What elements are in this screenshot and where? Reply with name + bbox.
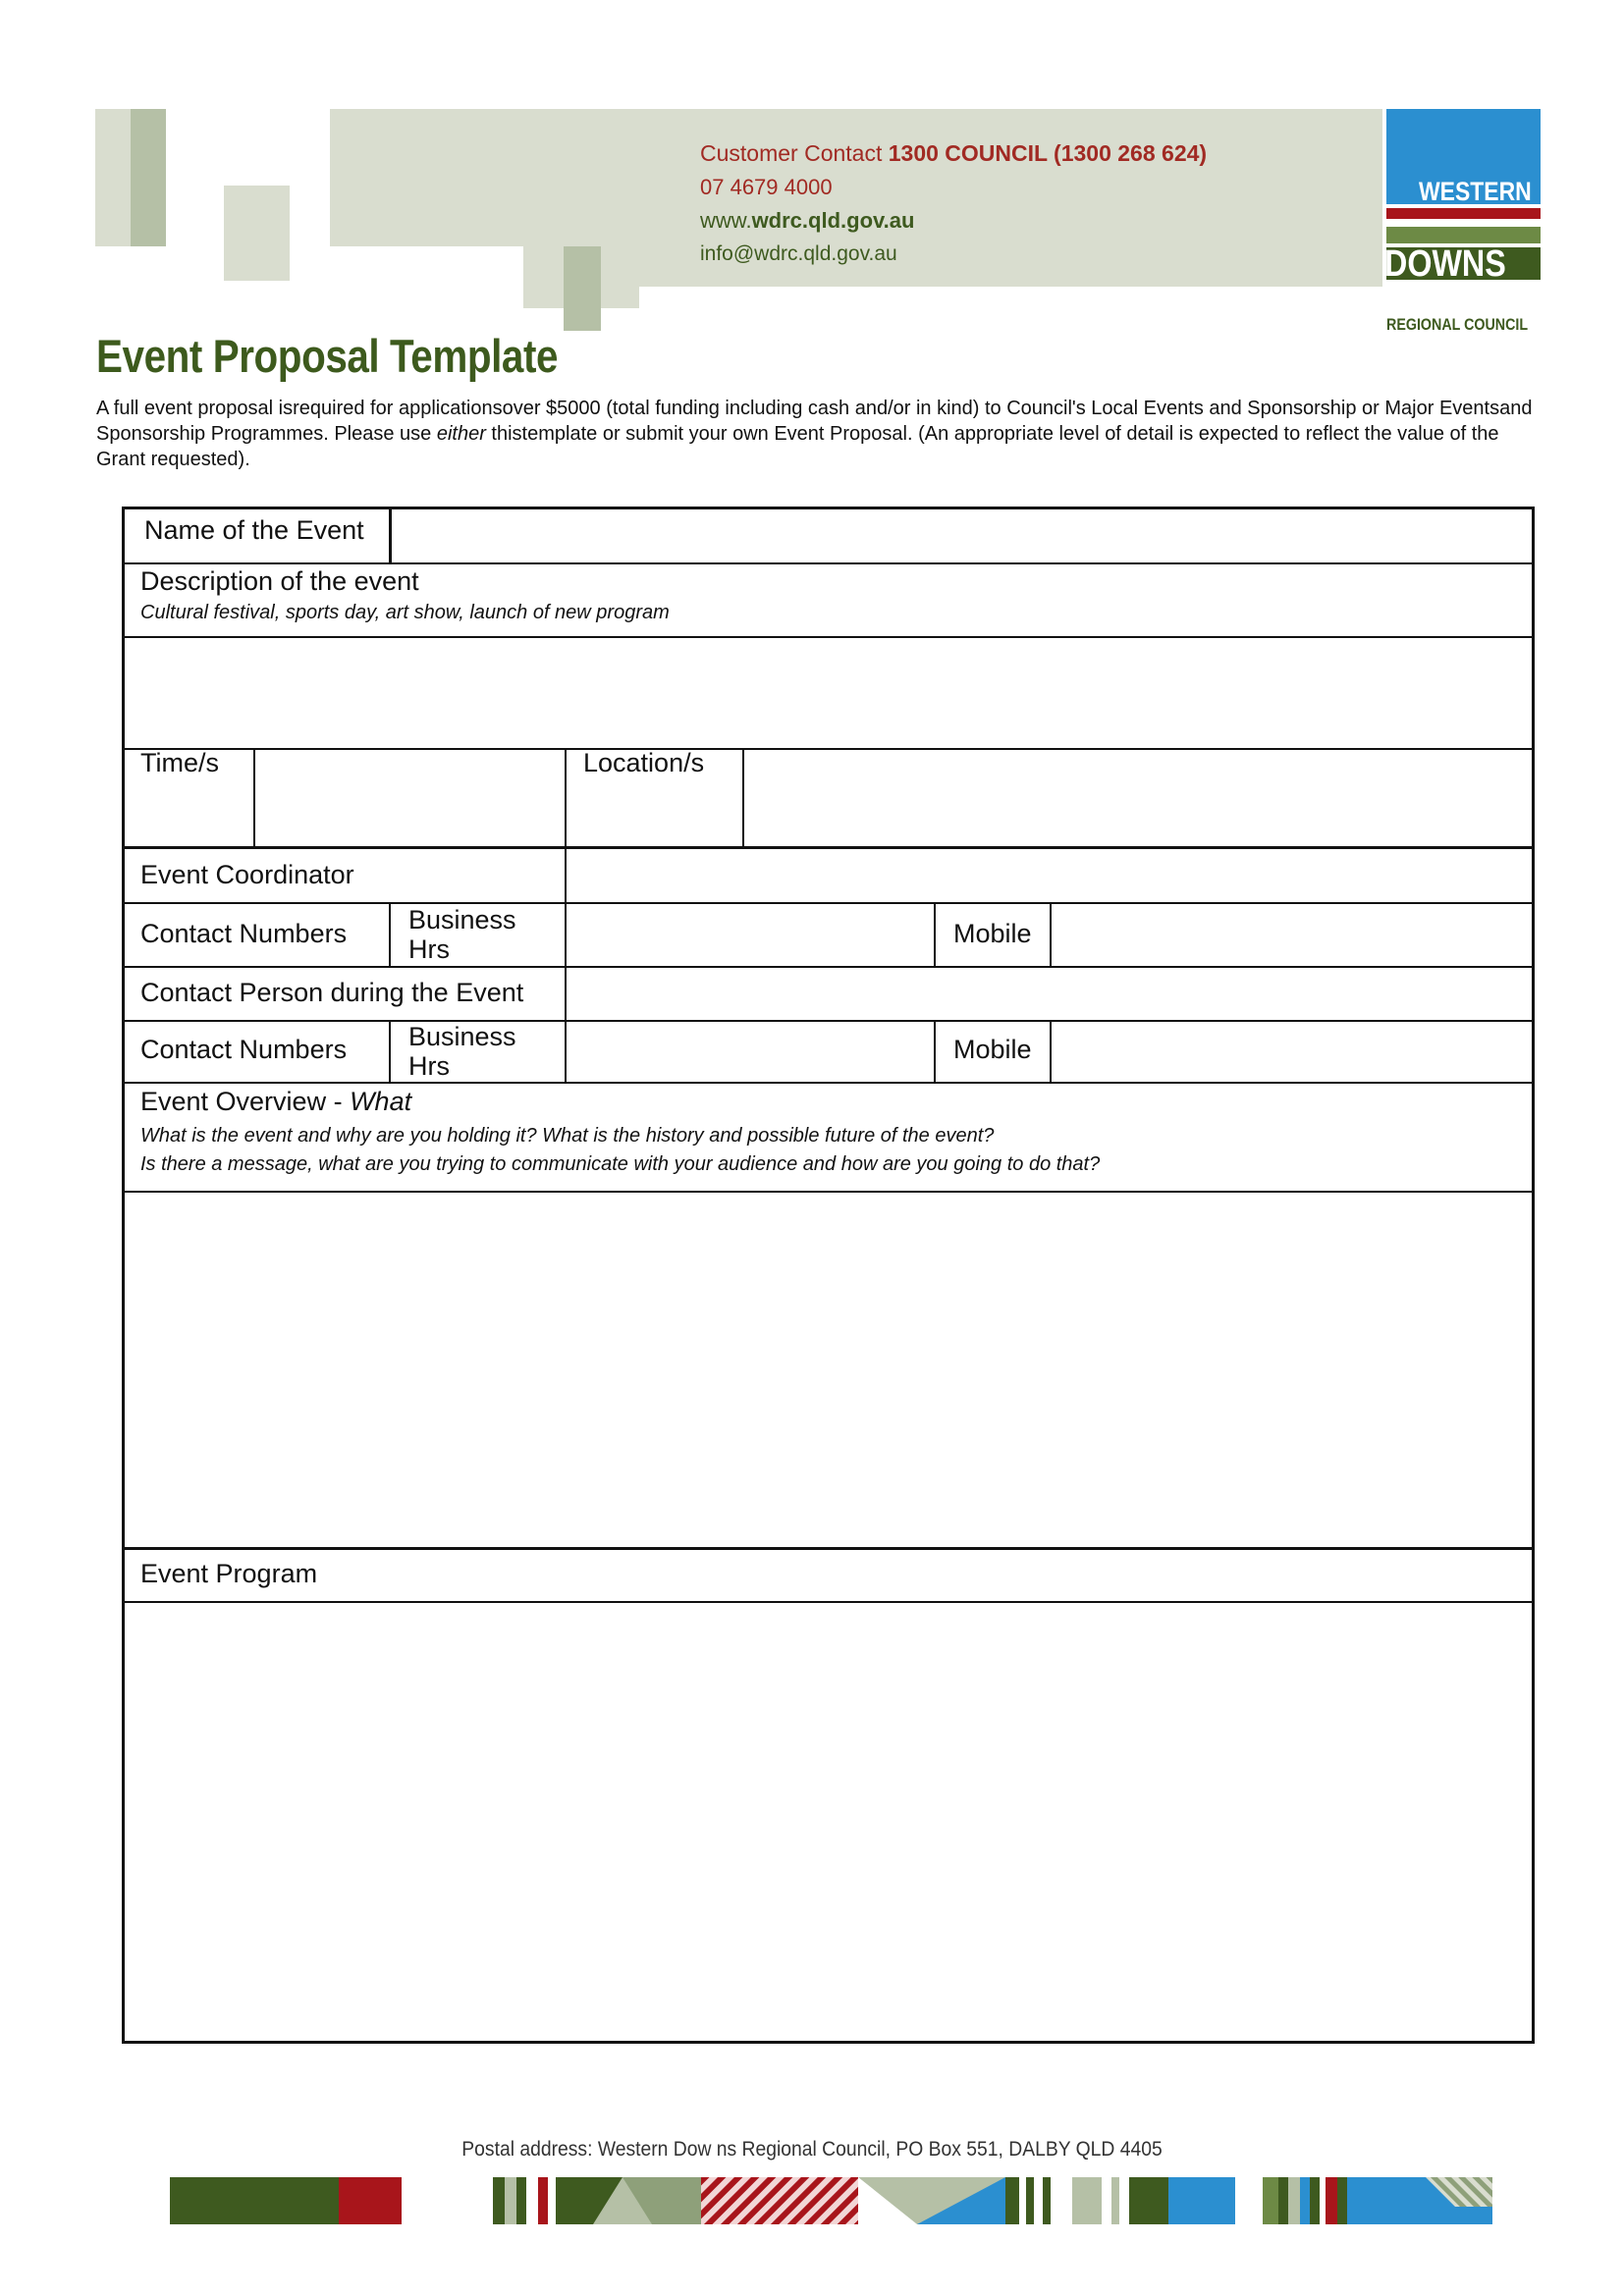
footer-stripe <box>1026 2177 1034 2224</box>
event-overview-field[interactable] <box>125 1193 1531 1547</box>
col-divider <box>565 749 567 847</box>
footer-stripe <box>1072 2177 1102 2224</box>
label-contact-numbers: Contact Numbers <box>140 1035 348 1064</box>
footer-stripe <box>339 2177 402 2224</box>
footer-stripe <box>1168 2177 1235 2224</box>
footer-stripe <box>556 2177 564 2224</box>
row-divider <box>122 1082 1535 1084</box>
intro-paragraph <box>96 396 1540 472</box>
web-prefix: www. <box>700 208 752 233</box>
col-divider <box>934 1021 936 1083</box>
description-hint: Cultural festival, sports day, art show, launch of new program <box>140 602 670 623</box>
description-field[interactable] <box>125 638 1531 748</box>
event-coordinator-field[interactable] <box>567 849 1531 902</box>
email-link[interactable]: info@wdrc.qld.gov.au <box>700 242 897 265</box>
col-divider <box>389 1021 391 1083</box>
label-mobile: Mobile <box>953 919 1032 948</box>
customer-contact-line <box>700 140 1207 167</box>
postal-address: Postal address: Western Dow ns Regional Council, PO Box 551, DALBY QLD 4405 <box>461 2138 1163 2161</box>
overview-hint: Is there a message, what are you trying to communicate with your audience and how are you going to do that? <box>140 1153 1101 1175</box>
banner-block <box>564 246 601 331</box>
page-title: Event Proposal Template <box>96 330 559 382</box>
logo-red-stripe <box>1386 208 1541 219</box>
coordinator-mobile-field[interactable] <box>1052 904 1531 966</box>
label-business-hrs <box>408 1022 516 1081</box>
label-times: Time/s <box>140 748 219 777</box>
business-hrs-line: Hrs <box>408 934 450 964</box>
footer-stripe <box>1300 2177 1310 2224</box>
logo-downs: DOWNS <box>1384 243 1506 285</box>
footer-stripe <box>1111 2177 1119 2224</box>
event-program-field[interactable] <box>125 1603 1531 2039</box>
footer-stripe <box>1129 2177 1168 2224</box>
overview-hint: What is the event and why are you holding it? What is the history and possible future of the event? <box>140 1125 995 1147</box>
overview-label-text: Event Overview - <box>140 1087 351 1116</box>
website-link[interactable] <box>700 208 914 234</box>
footer-stripe <box>1043 2177 1051 2224</box>
coordinator-business-hrs-field[interactable] <box>567 904 934 966</box>
contact-person-mobile-field[interactable] <box>1052 1022 1531 1082</box>
intro-text: A full event proposal isrequired for applicationsover $5000 (total funding including cash and/or in kind) to Council's Local Events and Sponsorship or Major Eventsand Sponsorship Programmes. Please use <box>96 398 1533 445</box>
banner-block <box>224 186 290 281</box>
label-event-overview <box>140 1087 411 1117</box>
footer-stripe <box>1288 2177 1300 2224</box>
phone-number: 07 4679 4000 <box>700 175 833 199</box>
label-event-program: Event Program <box>140 1559 318 1588</box>
col-divider <box>389 903 391 967</box>
contact-number: 1300 COUNCIL (1300 268 624) <box>888 140 1208 166</box>
business-hrs-line: Hrs <box>408 1051 450 1081</box>
label-event-coordinator: Event Coordinator <box>140 860 354 889</box>
business-hrs-line: Business <box>408 905 516 934</box>
footer-stripe <box>493 2177 505 2224</box>
footer-stripe <box>516 2177 526 2224</box>
row-divider <box>122 1547 1535 1550</box>
logo-green-stripe <box>1386 227 1541 243</box>
label-contact-person: Contact Person during the Event <box>140 978 524 1007</box>
web-domain: wdrc.qld.gov.au <box>751 208 915 233</box>
footer-stripe <box>538 2177 548 2224</box>
contact-person-field[interactable] <box>567 968 1531 1020</box>
footer-stripe <box>170 2177 339 2224</box>
banner-block <box>95 109 131 246</box>
business-hrs-line: Business <box>408 1022 516 1051</box>
footer-stripe <box>1005 2177 1019 2224</box>
footer-stripe <box>1310 2177 1320 2224</box>
footer-triangles <box>564 2177 701 2224</box>
label-description: Description of the event <box>140 566 419 596</box>
contact-prefix: Customer Contact <box>700 140 883 166</box>
footer-blue-shape <box>858 2177 1005 2224</box>
label-name-of-event: Name of the Event <box>144 515 364 545</box>
name-of-event-field[interactable] <box>392 509 1531 562</box>
footer-stripe <box>1337 2177 1347 2224</box>
banner-block <box>131 109 166 246</box>
footer-blue-hatch <box>1347 2177 1492 2224</box>
times-field[interactable] <box>255 750 565 846</box>
footer-stripe <box>1278 2177 1288 2224</box>
footer-stripe <box>505 2177 516 2224</box>
intro-text: thistemplate or submit your own Event Proposal. (An appropriate level of detail is expected to reflect the value of the Grant requested). <box>96 423 1499 470</box>
label-mobile: Mobile <box>953 1035 1032 1064</box>
logo-western: WESTERN <box>1419 177 1532 206</box>
contact-person-business-hrs-field[interactable] <box>567 1022 934 1082</box>
overview-emphasis: What <box>350 1087 412 1116</box>
footer-stripe <box>1263 2177 1278 2224</box>
label-business-hrs <box>408 905 516 964</box>
intro-emphasis: either <box>436 423 486 445</box>
label-contact-numbers: Contact Numbers <box>140 919 348 948</box>
row-divider <box>122 562 1535 564</box>
label-location: Location/s <box>583 748 705 777</box>
logo-regional-council: REGIONAL COUNCIL <box>1386 315 1529 334</box>
col-divider <box>934 903 936 967</box>
footer-hatch <box>701 2177 858 2224</box>
location-field[interactable] <box>744 750 1531 846</box>
footer-stripe <box>1326 2177 1337 2224</box>
